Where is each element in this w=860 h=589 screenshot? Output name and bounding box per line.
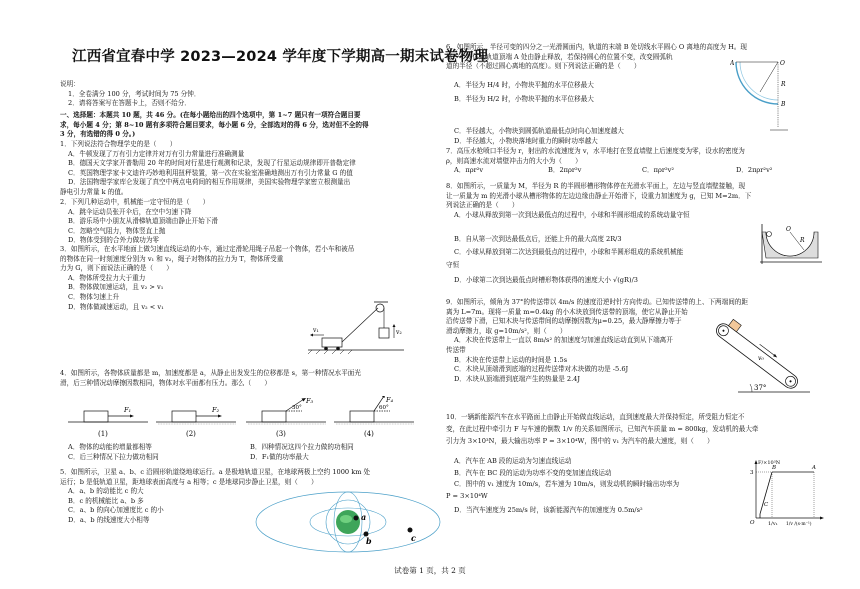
- f4-label: F₄: [386, 396, 394, 404]
- radius-r-label: R: [800, 237, 805, 244]
- y-axis-label: F/×10³N: [758, 460, 781, 466]
- angle-37-label: 37°: [754, 384, 767, 392]
- f3-label: F₃: [306, 397, 314, 405]
- option-c: C．物体匀速上升: [68, 292, 120, 301]
- question-stem: 8．如图所示，一质量为 M，半径为 R 的半圆形槽形物体停在光滑水平面上，左边与竖直墙壁接触，现: [446, 182, 746, 190]
- fig-label-2: (2): [186, 430, 196, 438]
- question-stem: 滑，后三种情况动摩擦因数相同，物体对水平面都有压力。那么（ ）: [60, 378, 271, 387]
- option-b: B．物体做加速运动，且 v₂ > v₁: [68, 283, 164, 292]
- option-b: B．2πρr²v: [548, 166, 582, 174]
- notes: [60, 80, 432, 109]
- question-stem: 让一质量为 m 的光滑小球从槽形物体的左边边缘由静止开始滑下，设重力加速度为 g，已知 M=2m．下: [446, 191, 752, 200]
- option-a: A．半径为 H/4 时，小物块平抛的水平位移最大: [454, 81, 594, 89]
- question-6-options: [446, 78, 746, 106]
- force-blocks-figure: [68, 396, 418, 442]
- radius-r-label: R: [781, 81, 786, 88]
- question-stem: 力为 G，则下面说法正确的是（ ）: [60, 264, 173, 273]
- option-c: C．a、b 的向心加速度比 c 的小: [68, 506, 164, 515]
- question-4: [60, 369, 440, 388]
- option-d: D．F₁做的功率最大: [250, 452, 309, 461]
- point-b-label: B: [772, 465, 777, 471]
- option-a: A．小球从释放到第一次到达最低点的过程中，小球和半圆形组成的系统动量守恒: [454, 210, 690, 219]
- quarter-arc-figure: [730, 58, 790, 138]
- option-b: B．半径为 H/2 时，小物块平抛的水平位移最大: [454, 95, 594, 103]
- option-c: C．后三种情况下拉力做功相同: [68, 452, 159, 461]
- question-8: [446, 182, 826, 220]
- note-item: 2．请将答案写在答题卡上，否则不给分．: [68, 99, 191, 108]
- option-c: C．图中的 v₁ 速度为 10m/s，若车速为 10m/s，则发动机的瞬时输出功率为: [454, 480, 680, 488]
- note-item: 1．全卷满分 100 分，考试时间为 75 分钟．: [68, 89, 201, 98]
- y-tick-3: 3: [750, 470, 754, 476]
- v2-label: v₂: [396, 329, 402, 336]
- option-b: B．c 的机械能比 a、b 多: [68, 496, 144, 505]
- notes-label: 说明：: [60, 80, 80, 88]
- question-stem: 引力为 3×10³N，最大输出功率 P = 3×10⁴W，图中的 v₁ 为汽车的最大速度，则（ ）: [446, 437, 714, 445]
- angle-30-label: 30°: [292, 405, 302, 411]
- option-d: D．物体做减速运动，且 v₂ < v₁: [68, 302, 164, 311]
- question-stem: ρ，则高速水流对墙壁冲击力的大小为（ ）: [446, 156, 582, 165]
- v0-label: v₀: [758, 355, 764, 362]
- option-c: C．小球从释放到第二次达到最低点的过程中，小球和半圆形组成的系统机械能: [454, 248, 684, 256]
- option-d: D．当汽车速度为 25m/s 时，该新能源汽车的加速度为 0.5m/s²: [454, 506, 643, 514]
- f1-label: F₁: [124, 406, 132, 414]
- page-footer: 试卷第 1 页，共 2 页: [394, 566, 466, 575]
- question-stem: 运行；b 是低轨道卫星，距地球表面高度与 a 相等；c 是地球同步静止卫星，则（ ）: [60, 477, 318, 486]
- option-c: C．木块从顶端滑到底端的过程传送带对木块做的功是 -5.6J: [454, 365, 629, 374]
- fig-label-3: (3): [276, 430, 286, 438]
- option-d: D．2πρr²v²: [736, 166, 773, 174]
- x-axis-label: 1/v /(s·m⁻¹): [786, 522, 812, 527]
- question-10-options: [446, 456, 746, 517]
- option-a: A．跳伞运动员张开伞后，在空中匀速下降: [68, 207, 192, 216]
- option-d: D．a、b 的线速度大小相等: [68, 515, 150, 524]
- option-c: C．英国物理学家卡文迪许巧妙地利用扭秤装置，第一次在实验室准确地测出万有引力常量 G 的值: [68, 168, 353, 177]
- cart-pulley-figure: [308, 300, 408, 360]
- half-pipe-figure: [760, 224, 824, 268]
- section-heading: [60, 111, 440, 140]
- question-stem: 9．如图所示，倾角为 37°的传送带以 4m/s 的速度沿逆时针方向传动。已知传送带的上、下两端间的距: [446, 298, 748, 306]
- question-stem: 4．如图所示，各物体质量都是 m，加速度都是 a，从静止出发发生的位移都是 s，第一种情况水平面光: [60, 369, 361, 377]
- option-d: D．半径越大，小物块落地时重力的瞬时功率越大: [454, 136, 598, 145]
- question-stem: 离为 L=7m。现将一质量 m=0.4kg 的小木块放到传送带的顶端，使它从静止开始: [446, 307, 688, 316]
- option-d: D．物体受到的合外力做功为零: [68, 236, 160, 245]
- question-10: [446, 411, 826, 447]
- section-line: 求，每小题 4 分；第 8~10 题有多项符合题目要求，每小题 6 分，全部选对的得 6 分，选对但不全的得: [60, 120, 369, 129]
- option-c: C．半径越大，小物块到圆弧轨道最低点时向心加速度越大: [454, 127, 624, 135]
- point-o-label: O: [780, 60, 785, 67]
- question-4-options-right: [250, 443, 440, 462]
- question-4-options-left: [60, 443, 250, 462]
- question-6-options-cd: [446, 127, 746, 146]
- question-1: [60, 140, 440, 198]
- question-stem: 道的半径（不超过圆心离地的高度）。则下列说法正确的是（ ）: [446, 62, 641, 71]
- option-a-cont: 传送带: [446, 345, 466, 354]
- angle-60-label: 60°: [379, 405, 389, 411]
- v1-label: v₁: [313, 327, 319, 334]
- option-a: A．木块在传送带上一直以 8m/s² 的加速度匀加速直线运动直到从下端离开: [454, 336, 673, 345]
- question-stem: 1．下列说法符合物理学史的是（ ）: [60, 140, 177, 148]
- page-title: 江西省宜春中学 2023—2024 学年度下学期高一期末试卷物理: [72, 49, 489, 65]
- question-stem: 的物体在同一时刻速度分别为 v₁ 和 v₂，绳子对物体的拉力为 T，物体所受重: [60, 254, 284, 263]
- fig-label-1: (1): [98, 430, 108, 438]
- question-stem: 滑动摩擦力，取 g=10m/s²，则（ ）: [446, 326, 567, 335]
- option-c-cont: P = 3×10⁴W: [446, 491, 488, 500]
- force-inverse-velocity-graph: [746, 458, 826, 528]
- question-stem: 3．如图所示，在水平地面上做匀速直线运动的小车，通过定滑轮用绳子吊起一个物体，若小车和被吊: [60, 245, 355, 253]
- option-a: A．a、b 的动能比 c 的大: [68, 487, 144, 496]
- question-stem: 将一个物体从轨道顶端 A 处由静止释放，若保持圆心的位置不变，改变圆弧轨: [446, 52, 673, 61]
- option-d: D．小球第二次到达最低点时槽形物体获得的速度大小 √(gR)/3: [454, 276, 638, 284]
- option-a: A．πρr²v: [454, 166, 484, 174]
- center-o-label: O: [786, 226, 791, 233]
- question-stem: 5．如图所示，卫星 a、b、c 沿圆形轨道绕地球运行。a 是极地轨道卫星，在地球两极上空约 1000 km 处: [60, 468, 371, 476]
- question-stem: 变，在此过程中牵引力 F 与车速的倒数 1/v 的关系如图所示，已知汽车质量 m = 800kg，发动机的最大牵: [446, 425, 759, 433]
- conveyor-belt-figure: [702, 316, 812, 394]
- option-d: D．法国物理学家库仑发现了真空中两点电荷间的相互作用规律，美国实验物理学家密立根测量出: [68, 178, 351, 187]
- question-stem: 2．下列几种运动中，机械能一定守恒的是（ ）: [60, 198, 210, 206]
- option-b: B．德国天文学家开普勒用 20 年的时间对行星进行观测和记录，发现了行星运动规律即开普勒定律: [68, 159, 356, 168]
- question-2: [60, 198, 440, 246]
- option-c: C．忽略空气阻力，物体竖直上抛: [68, 226, 166, 235]
- question-8-options: [446, 233, 746, 287]
- question-stem: 列说法正确的是（ ）: [446, 201, 519, 210]
- question-7-options: [454, 166, 824, 176]
- satellite-c-label: c: [411, 533, 416, 543]
- option-b: B．汽车在 BC 段的运动为功率不变的变加速直线运动: [454, 468, 612, 477]
- option-b: B．游乐场中小朋友从滑梯轨道顶端由静止开始下滑: [68, 217, 218, 226]
- point-b-label: B: [781, 101, 786, 108]
- option-c-cont: 守恒: [446, 261, 460, 269]
- option-a: A．物体的动能的增量都相等: [68, 443, 152, 451]
- option-a: A．物体所受拉力大于重力: [68, 273, 146, 282]
- point-a-label: A: [812, 465, 816, 471]
- option-c: C．πρr²v²: [642, 166, 675, 174]
- question-stem: 6．如图所示，半径可变的四分之一光滑圆面内，轨道的末端 B 处切线水平圆心 O 离地的高度为 H。现: [446, 43, 748, 51]
- section-line: 3 分，有选错的得 0 分。): [60, 130, 136, 139]
- fig-label-4: (4): [364, 430, 374, 438]
- option-a: A．汽车在 AB 段的运动为匀速直线运动: [454, 457, 572, 465]
- point-c-label: C: [764, 502, 769, 508]
- f2-label: F₂: [212, 406, 220, 414]
- question-stem: 10．一辆新能源汽车在水平路面上由静止开始做直线运动，直到速度最大并保持恒定，所受阻力恒定不: [446, 413, 745, 421]
- option-d-cont: 静电引力常量 k 的值。: [60, 187, 128, 196]
- question-7: [446, 147, 826, 166]
- satellite-a-label: a: [361, 512, 367, 522]
- satellite-b-label: b: [366, 536, 372, 546]
- option-b: B．四种情况这四个拉力做的功相同: [250, 443, 354, 451]
- option-d: D．木块从顶端滑到底端产生的热量是 2.4J: [454, 374, 581, 383]
- section-line: 一、选择题：本题共 10 题，共 46 分。(在每小题给出的四个选项中，第 1~7 题只有一项符合题目要: [60, 111, 361, 119]
- point-a-label: A: [730, 60, 735, 67]
- option-a: A．牛顿发现了万有引力定律并对万有引力常量进行准确测量: [68, 149, 245, 158]
- origin-label: O: [750, 520, 755, 526]
- option-b: B．自从第一次到达最低点后，还能上升的最大高度 2R/3: [454, 235, 622, 243]
- x-tick-v1: 1/v₁: [768, 521, 778, 527]
- option-b: B．木块在传送带上运动的时间是 1.5s: [454, 355, 568, 364]
- question-stem: 沿传送带下滑，已知木块与传送带间的动摩擦因数为μ=0.25，最大静摩擦力等于: [446, 317, 682, 326]
- question-stem: 7．高压水枪喷口半径为 r，射出的水流速度为 v，水平地打在竖直墙壁上后速度变为零，设水的密度为: [446, 147, 745, 155]
- satellite-orbits-figure: [246, 478, 446, 558]
